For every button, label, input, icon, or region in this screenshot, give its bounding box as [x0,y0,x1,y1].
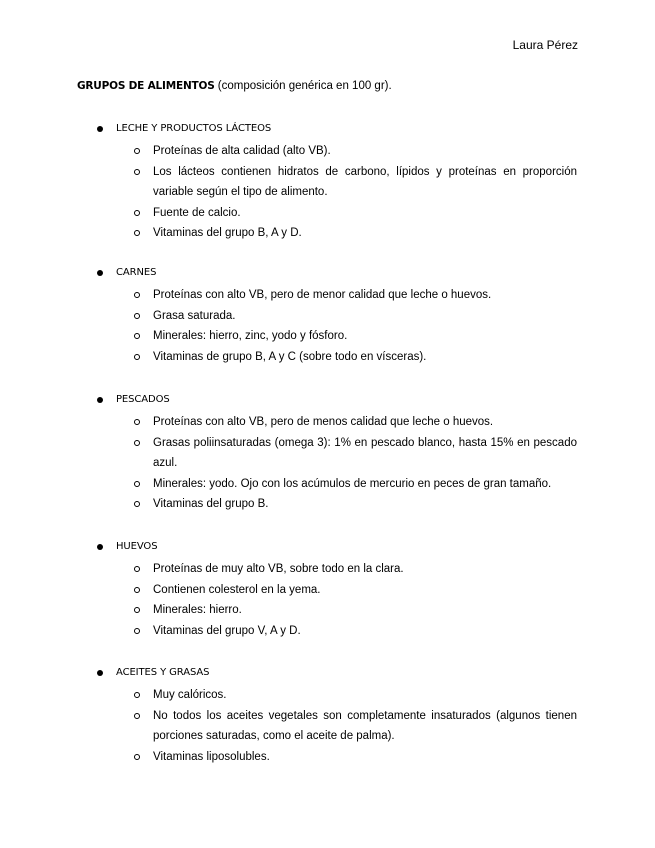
circle-bullet-icon [134,587,140,593]
circle-bullet-icon [134,754,140,760]
circle-bullet-icon [134,566,140,572]
bullet-icon [97,270,103,276]
list-item: Proteínas con alto VB, pero de menor calidad que leche o huevos. [0,285,655,306]
circle-bullet-icon [134,148,140,154]
heading-subtitle: (composición genérica en 100 gr). [214,80,392,92]
author-name: Laura Pérez [512,38,578,52]
section-title: LECHE Y PRODUCTOS LÁCTEOS [116,123,272,134]
circle-bullet-icon [134,169,140,175]
section-title: CARNES [116,267,157,278]
circle-bullet-icon [134,607,140,613]
bullet-icon [97,670,103,676]
section-title: HUEVOS [116,541,158,552]
list-item: Proteínas con alto VB, pero de menos calidad que leche o huevos. [0,412,655,433]
section-title: PESCADOS [116,394,170,405]
list-item: Vitaminas del grupo B, A y D. [0,223,655,244]
item-list [0,285,655,367]
circle-bullet-icon [134,230,140,236]
circle-bullet-icon [134,419,140,425]
list-item: Proteínas de muy alto VB, sobre todo en la clara. [0,559,655,580]
list-item: Vitaminas del grupo V, A y D. [0,621,655,642]
list-item: Vitaminas liposolubles. [0,747,655,768]
circle-bullet-icon [134,501,140,507]
list-item: Vitaminas de grupo B, A y C (sobre todo en vísceras). [0,347,655,368]
list-item: Grasa saturada. [0,306,655,327]
circle-bullet-icon [134,713,140,719]
list-item: Los lácteos contienen hidratos de carbono, lípidos y proteínas en proporción variable según el tipo de alimento. [0,162,655,203]
circle-bullet-icon [134,481,140,487]
list-item: Minerales: yodo. Ojo con los acúmulos de mercurio en peces de gran tamaño. [0,474,655,495]
list-item: Grasas poliinsaturadas (omega 3): 1% en pescado blanco, hasta 15% en pescado azul. [0,433,655,474]
circle-bullet-icon [134,313,140,319]
bullet-icon [97,126,103,132]
list-item: Proteínas de alta calidad (alto VB). [0,141,655,162]
list-item: Vitaminas del grupo B. [0,494,655,515]
heading-bold: GRUPOS DE ALIMENTOS [77,80,215,92]
list-item: No todos los aceites vegetales son completamente insaturados (algunos tienen porciones saturadas, como el aceite de palma). [0,706,655,747]
list-item: Fuente de calcio. [0,203,655,224]
document-heading [77,79,392,93]
list-item: Contienen colesterol en la yema. [0,580,655,601]
item-list [0,141,655,244]
list-item: Minerales: hierro. [0,600,655,621]
list-item: Muy calóricos. [0,685,655,706]
list-item: Minerales: hierro, zinc, yodo y fósforo. [0,326,655,347]
item-list [0,685,655,767]
circle-bullet-icon [134,210,140,216]
item-list [0,559,655,641]
circle-bullet-icon [134,354,140,360]
section-title: ACEITES Y GRASAS [116,667,210,678]
bullet-icon [97,397,103,403]
circle-bullet-icon [134,628,140,634]
bullet-icon [97,544,103,550]
circle-bullet-icon [134,692,140,698]
circle-bullet-icon [134,292,140,298]
circle-bullet-icon [134,440,140,446]
circle-bullet-icon [134,333,140,339]
item-list [0,412,655,515]
